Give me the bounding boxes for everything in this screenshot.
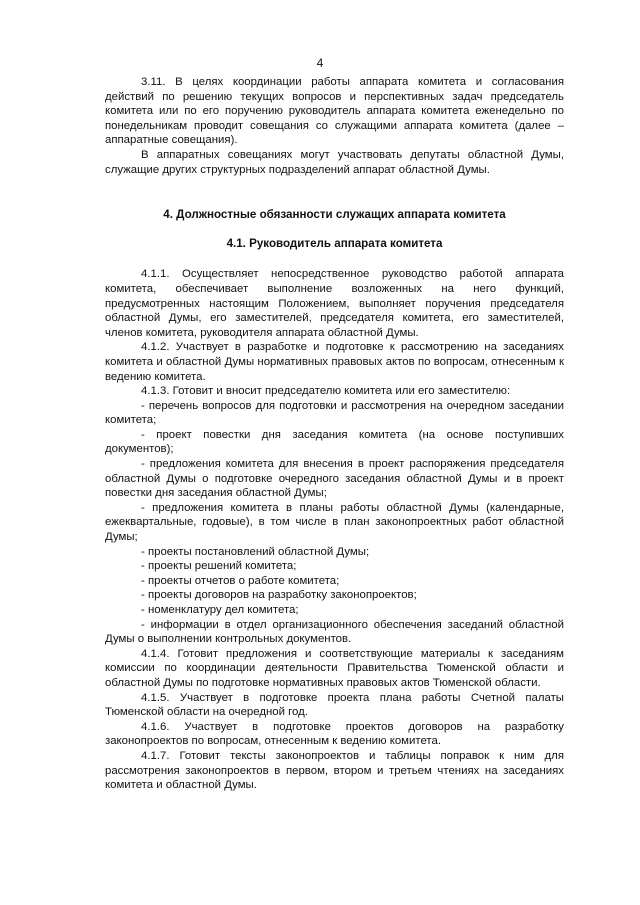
paragraph-4-1-2: 4.1.2. Участвует в разработке и подготовке к рассмотрению на заседаниях комитета и областной Думы нормативных правовых актов по вопросам, отнесенным к ведению комитета.	[105, 341, 564, 383]
paragraph-4-1-6: 4.1.6. Участвует в подготовке проектов договоров на разработку законопроектов по вопросам, отнесенным к ведению комитета.	[105, 720, 564, 748]
list-item: - перечень вопросов для подготовки и рассмотрения на очередном заседании комитета;	[105, 399, 564, 427]
list-item: - предложения комитета для внесения в проект распоряжения председателя областной Думы о подготовке очередного заседания областной Думы и в проект повестки дня заседания областной Думы;	[105, 458, 564, 500]
list-item: - проекты отчетов о работе комитета;	[141, 574, 340, 587]
section-heading-4-1: 4.1. Руководитель аппарата комитета	[226, 236, 443, 250]
paragraph-4-1-3: 4.1.3. Готовит и вносит председателю комитета или его заместителю:	[141, 385, 511, 398]
list-item: - предложения комитета в планы работы областной Думы (календарные, ежеквартальные, годовые), в том числе в план законопроектных работ областной Думы;	[105, 501, 564, 544]
paragraph-4-1-4: 4.1.4. Готовит предложения и соответствующие материалы к заседаниям комиссии по координации деятельности Правительства Тюменской области и областной Думы по подготовке нормативных правовых актов Тюменской области.	[105, 647, 564, 689]
list-item: - проекты постановлений областной Думы;	[141, 545, 370, 558]
section-heading-4: 4. Должностные обязанности служащих аппарата комитета	[163, 208, 506, 222]
list-item: - проекты договоров на разработку законопроектов;	[141, 589, 417, 602]
list-item: - проекты решений комитета;	[141, 560, 297, 573]
paragraph-4-1-5: 4.1.5. Участвует в подготовке проекта плана работы Счетной палаты Тюменской области на очередной год.	[105, 691, 564, 719]
paragraph-4-1-1: 4.1.1. Осуществляет непосредственное руководство работой аппарата комитета, обеспечивает выполнение возложенных на него функций, предусмотренных настоящим Положением, выполняет поручения председателя областной Думы, его заместителей, председателя комитета, его заместителей, членов комитета, руководителя аппарата областной Думы.	[105, 268, 564, 339]
paragraph-4-1-7: 4.1.7. Готовит тексты законопроектов и таблицы поправок к ним для рассмотрения законопроектов в первом, втором и третьем чтениях на заседаниях комитета и областной Думы.	[105, 749, 564, 792]
paragraph-3-11-participants: В аппаратных совещаниях могут участвовать депутаты областной Думы, служащие других структурных подразделений аппарат областной Думы.	[105, 148, 564, 176]
list-item: - номенклатуру дел комитета;	[141, 604, 299, 616]
page-number: 4	[316, 56, 324, 70]
paragraph-3-11: 3.11. В целях координации работы аппарата комитета и согласования действий по решению текущих вопросов и перспективных задач председатель комитета или по его поручению руководитель аппарата комитета еженедельно по понедельникам проводит совещания со служащими аппарата комитета (далее – аппаратные совещания).	[105, 76, 564, 147]
document-body	[105, 75, 564, 793]
list-item: - информации в отдел организационного обеспечения заседаний областной Думы о выполнении контрольных документов.	[105, 618, 564, 646]
list-item: - проект повестки дня заседания комитета (на основе поступивших документов);	[105, 428, 564, 456]
